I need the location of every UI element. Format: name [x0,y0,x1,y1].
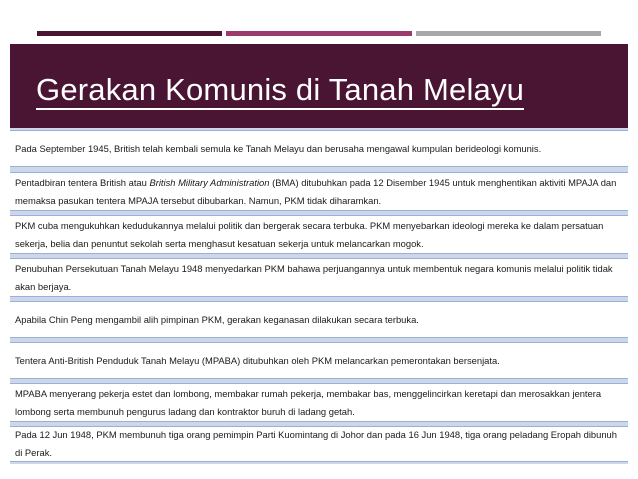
list-item-text: Pada September 1945, British telah kembali semula ke Tanah Melayu dan berusaha mengawal kumpulan berideologi komunis. [15,142,542,154]
list-item-text: PKM cuba mengukuhkan kedudukannya melalui politik dan bergerak secara terbuka. PKM menyebarkan ideologi mereka ke dalam persatuan sekerja, belia dan penuntut sekolah serta menghasut kesatuan sekerja untuk melancarkan mogok. [15,219,604,249]
list-item-text: Pentadbiran tentera British atau British Military Administration (BMA) ditubuhkan pada 12 Disember 1945 untuk menghentikan aktiviti MPAJA dan memaksa pasukan tentera MPAJA tersebut dibubarkan. Namun, PKM tidak diharamkan. [15,176,617,206]
list-item-6 [10,342,628,379]
title-band [10,44,628,128]
list-item-text: Pada 12 Jun 1948, PKM membunuh tiga orang pemimpin Parti Kuomintang di Johor dan pada 16 Jun 1948, tiga orang peladang Eropah dibunuh di Perak. [15,429,617,458]
list-item-2 [10,172,628,211]
accent-bar-magenta [226,31,412,36]
list-item-8 [10,426,628,462]
list-item-5 [10,301,628,338]
content-list [10,128,628,464]
list-item-1 [10,130,628,167]
accent-bar-gray [416,31,601,36]
list-item-text: MPABA menyerang pekerja estet dan lombong, membakar rumah pekerja, membakar bas, menggelincirkan keretapi dan merosakkan jentera lombong serta membunuh pengurus ladang dan kontraktor buruh di ladang getah. [15,387,602,417]
page-title: Gerakan Komunis di Tanah Melayu [36,72,524,110]
list-item-3 [10,215,628,254]
list-item-text: Tentera Anti-British Penduduk Tanah Melayu (MPABA) ditubuhkan oleh PKM melancarkan pemerontakan bersenjata. [15,354,500,366]
italic-term: British Military Administration [149,176,270,188]
list-item-text: Apabila Chin Peng mengambil alih pimpinan PKM, gerakan keganasan dilakukan secara terbuka. [15,313,419,325]
list-item-4 [10,258,628,297]
list-item-7 [10,383,628,422]
accent-bar-dark [37,31,222,36]
list-item-text: Penubuhan Persekutuan Tanah Melayu 1948 menyedarkan PKM bahawa perjuangannya untuk membentuk negara komunis melalui politik tidak akan berjaya. [15,262,613,292]
